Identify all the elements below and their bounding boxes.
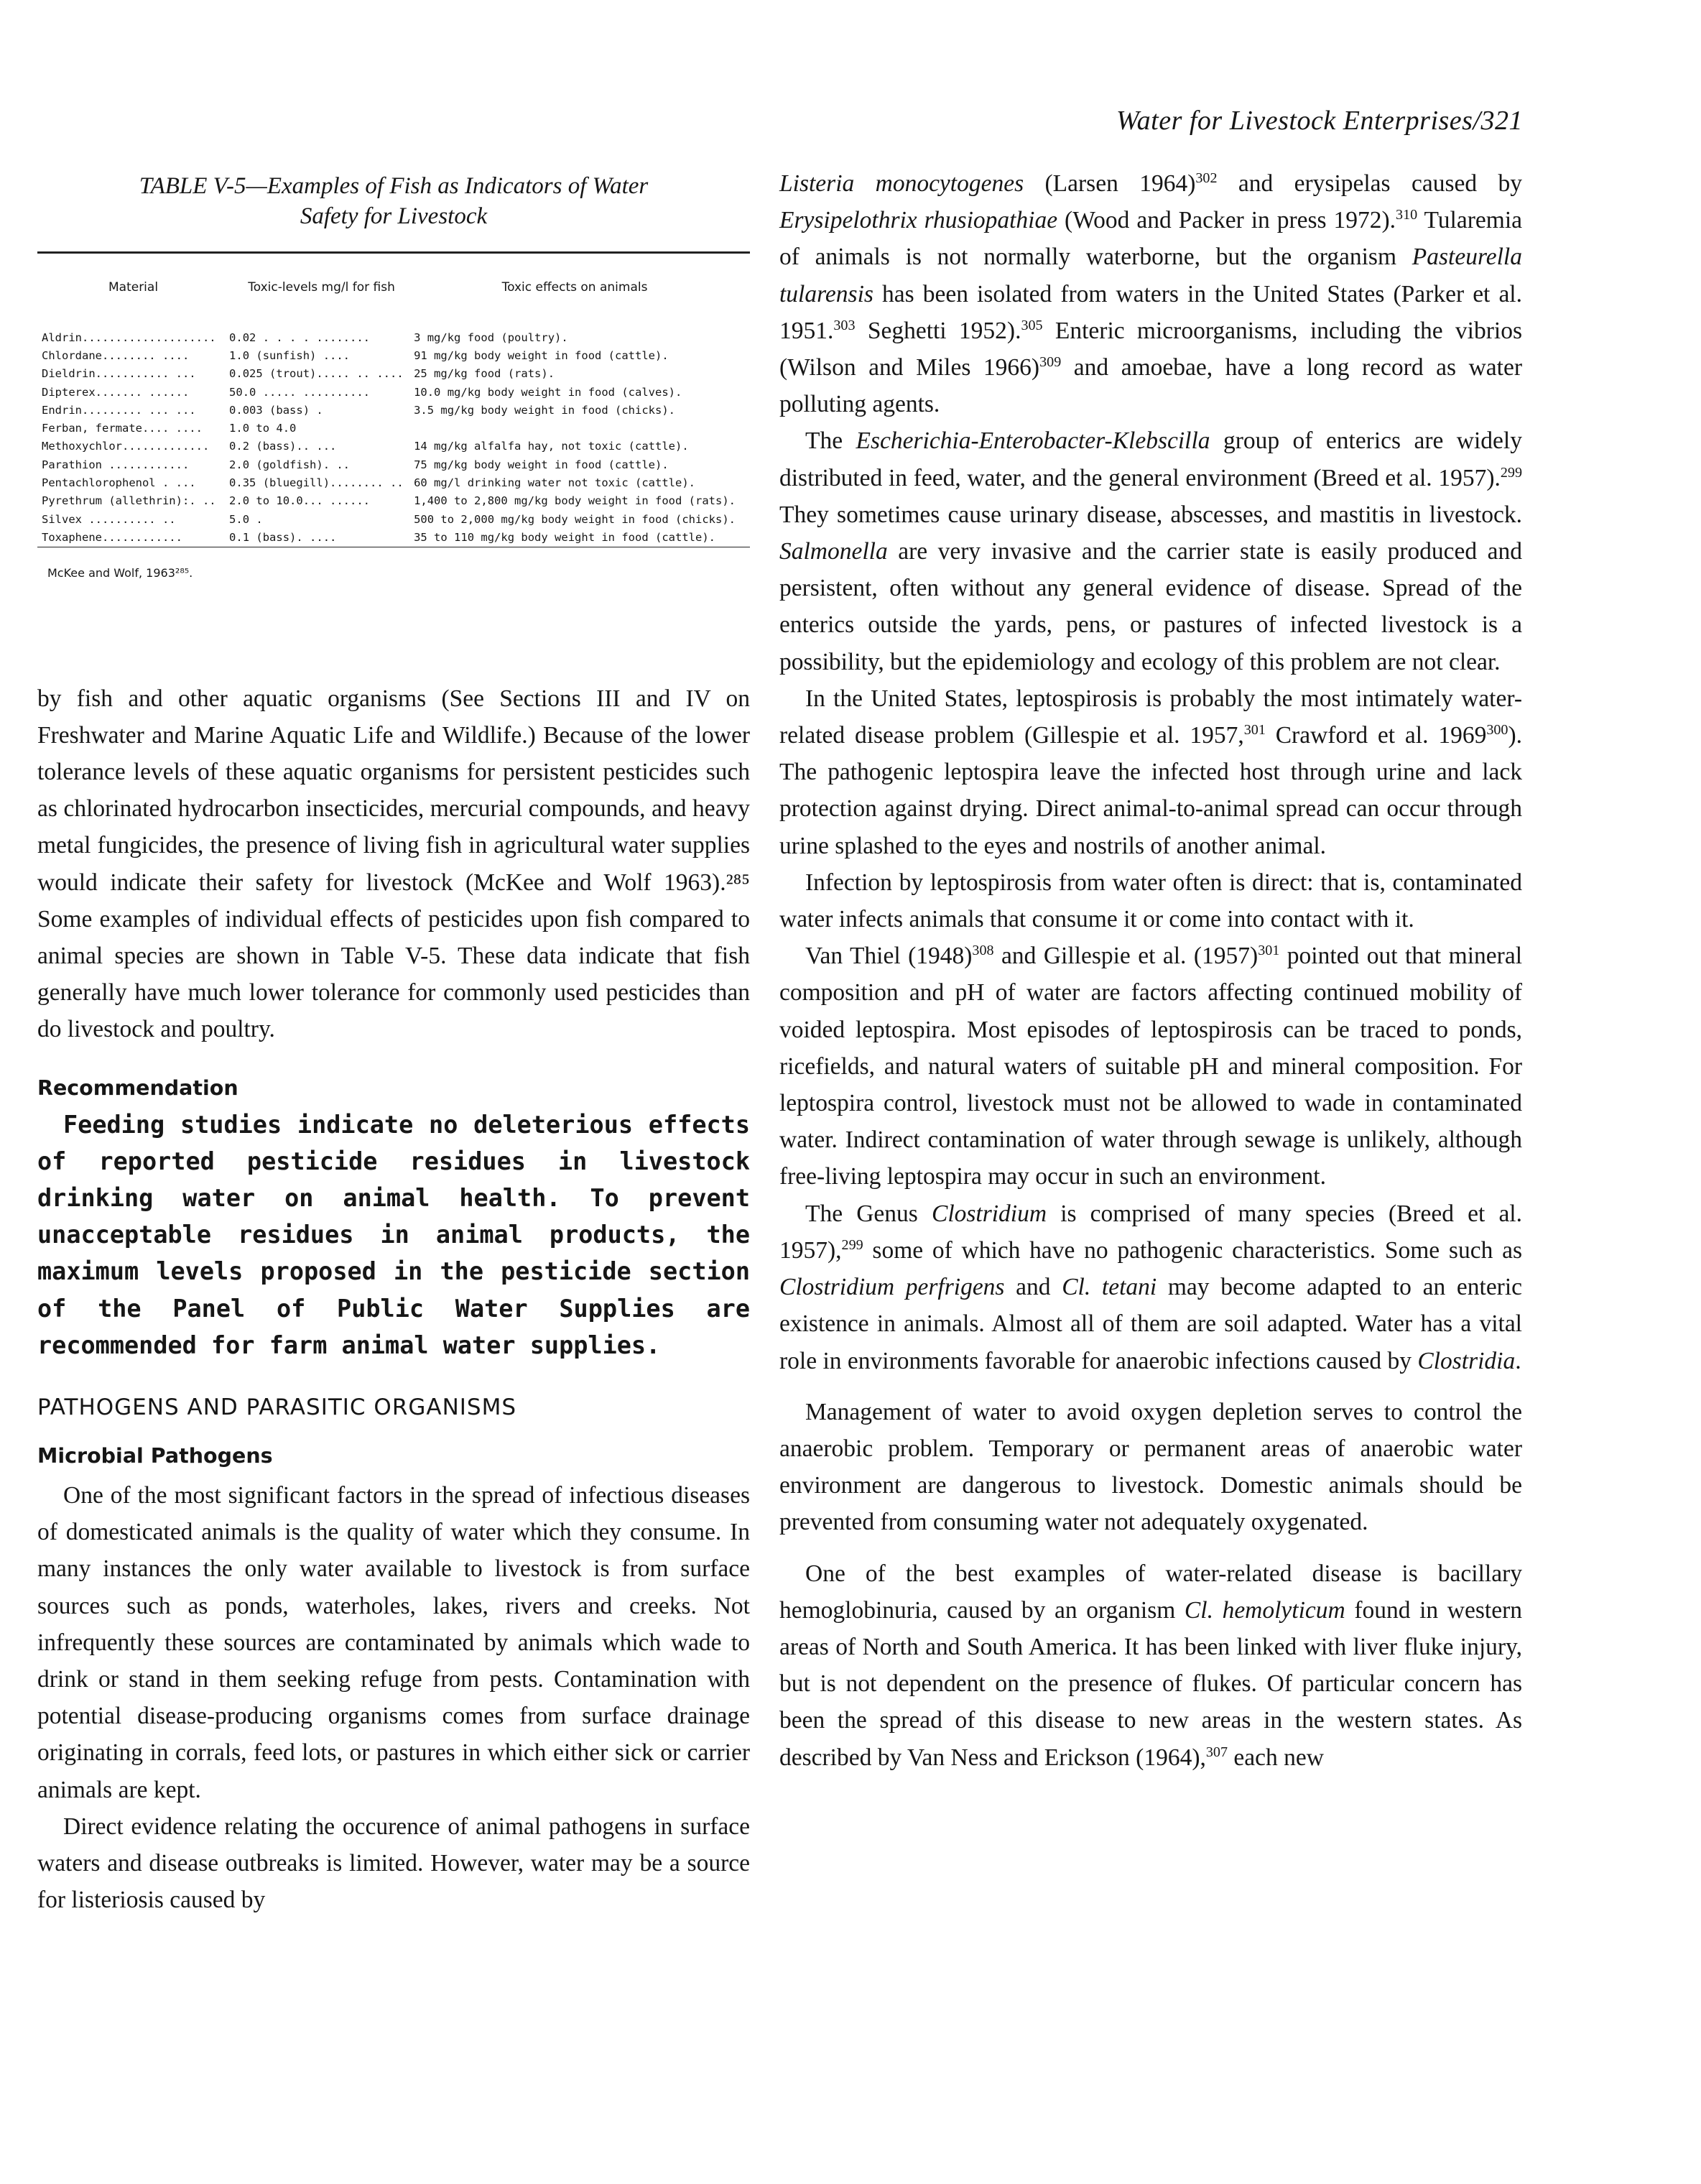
material-cell: Pyrethrum (allethrin):. .. bbox=[42, 494, 216, 508]
right-paragraph-1: Listeria monocytogenes (Larsen 1964)$^{302}$ and erysipelas caused by Erysipelothrix rhusiopathiae (Wood and Packer in press 1972).$^{310}$ Tularemia of animals is not normally waterborne, but the organism Pasteurella tularensis has been isolated from waters in the United States (Parker et al. 1951.$^{303}$ Seghetti 1952).$^{305}$ Enteric microorganisms, including the vibrios (Wilson and Miles 1966)$^{309}$ and amoebae, have a long record as water polluting agents. bbox=[779, 170, 1522, 418]
fish-level-cell: 2.0 (goldfish). .. bbox=[229, 458, 351, 471]
material-cell: Aldrin.................... bbox=[42, 330, 216, 344]
animal-effect-cell: 91 mg/kg body weight in food (cattle). bbox=[414, 348, 669, 362]
fish-level-cell: 0.1 (bass). .... bbox=[229, 530, 337, 544]
table-row bbox=[37, 383, 736, 401]
table-body bbox=[37, 321, 736, 547]
animal-effect-cell: 3 mg/kg food (poultry). bbox=[414, 330, 568, 344]
material-cell: Methoxychlor............. bbox=[42, 440, 210, 453]
fish-level-cell: 1.0 to 4.0 bbox=[229, 422, 297, 435]
material-cell: Chlordane........ .... bbox=[42, 348, 190, 362]
table-row bbox=[37, 455, 736, 473]
table-row bbox=[37, 365, 736, 383]
table-title-line1: TABLE V-5—Examples of Fish as Indicators of Water bbox=[139, 173, 649, 199]
table-row bbox=[37, 401, 736, 419]
fish-level-cell: 0.003 (bass) . bbox=[229, 403, 323, 417]
material-cell: Parathion ............ bbox=[42, 458, 190, 471]
fish-level-cell: 0.02 . . . . ........ bbox=[229, 330, 371, 344]
table-row bbox=[37, 528, 736, 546]
animal-effect-cell: 35 to 110 mg/kg body weight in food (cattle). bbox=[414, 530, 715, 544]
right-paragraph-7: Management of water to avoid oxygen depletion serves to control the anaerobic problem. Temporary or permanent areas of anaerobic water environment are dangerous to livestock. Domestic animals should be prevented from consuming water not adequately oxygenated. bbox=[779, 1398, 1522, 1536]
right-column bbox=[779, 165, 1522, 1776]
right-paragraph-3: In the United States, leptospirosis is probably the most intimately water-related disease problem (Gillespie et al. 1957,$^{301}$ Crawford et al. 1969$^{300}$). The pathogenic leptospira leave the infected host through urine and lack protection against drying. Direct animal-to-animal spread can occur through urine splashed to the eyes and nostrils of another animal. bbox=[779, 685, 1522, 859]
running-head: Water for Livestock Enterprises/321 bbox=[1116, 106, 1523, 136]
material-cell: Dipterex....... ...... bbox=[42, 385, 190, 399]
left-paragraph-3: Direct evidence relating the occurence of animal pathogens in surface waters and disease outbreaks is limited. However, water may be a source for listeriosis caused by bbox=[37, 1813, 750, 1914]
table-header-row bbox=[37, 254, 736, 321]
animal-effect-cell: 14 mg/kg alfalfa hay, not toxic (cattle). bbox=[414, 440, 689, 453]
material-cell: Ferban, fermate.... .... bbox=[42, 422, 203, 435]
table-row bbox=[37, 510, 736, 528]
recommendation-text: Feeding studies indicate no deleterious effects of reported pesticide residues in livestock drinking water on animal health. To prevent unacceptable residues in animal products, the maximum levels proposed in the pesticide section of the Panel of Public Water Supplies are recommended for farm animal water supplies. bbox=[37, 1110, 750, 1359]
animal-effect-cell: 75 mg/kg body weight in food (cattle). bbox=[414, 458, 669, 471]
fish-level-cell: 0.2 (bass).. ... bbox=[229, 440, 337, 453]
left-paragraph-2: One of the most significant factors in the spread of infectious diseases of domesticated animals is the quality of water which they consume. In many instances the only water available to livestock is from surface sources such as ponds, waterholes, lakes, rivers and creeks. Not infrequently these sources are contaminated by animals which wade to drink or stand in them seeking refuge from pests. Contamination with potential disease-producing organisms comes from surface drainage originating in corrals, feed lots, or pastures in which either sick or carrier animals are kept. bbox=[37, 1482, 750, 1803]
table-row bbox=[37, 438, 736, 455]
material-cell: Dieldrin........... ... bbox=[42, 367, 196, 381]
animal-effect-cell: 1,400 to 2,800 mg/kg body weight in food (rats). bbox=[414, 494, 736, 508]
material-cell: Silvex .......... .. bbox=[42, 512, 176, 526]
fish-level-cell: 0.025 (trout)..... .. .... bbox=[229, 367, 404, 381]
material-cell: Toxaphene............ bbox=[42, 530, 182, 544]
material-cell: Pentachlorophenol . ... bbox=[42, 476, 196, 490]
right-paragraph-2: The Escherichia-Enterobacter-Klebscilla group of enterics are widely distributed in feed, water, and the general environment (Breed et al. 1957).$^{299}$ They sometimes cause urinary disease, abscesses, and mastitis in livestock. Salmonella are very invasive and the carrier state is easily produced and persistent, often without any general evidence of disease. Spread of the enterics outside the yards, pens, or pastures of infected livestock is a possibility, but the epidemiology and ecology of this problem are not clear. bbox=[779, 427, 1522, 675]
table-title bbox=[37, 165, 750, 231]
right-paragraph-5: Van Thiel $(1948)^{308}$ and Gillespie et al. $(1957)^{301}$ pointed out that mineral composition and pH of water are factors affecting continued mobility of voided leptospira. Most episodes of leptospirosis can be traced to ponds, ricefields, and natural waters of suitable pH and mineral composition. For leptospira control, livestock must not be allowed to wade in contaminated water. Indirect contamination of water through sewage is unlikely, although free-living leptospira may occur in such an environment. bbox=[779, 943, 1523, 1190]
fish-level-cell: 5.0 . bbox=[229, 512, 263, 526]
table-row bbox=[37, 346, 736, 364]
table-row bbox=[37, 492, 736, 510]
table-row bbox=[37, 321, 736, 346]
animal-effect-cell: 3.5 mg/kg body weight in food (chicks). bbox=[414, 403, 676, 417]
animal-effect-cell: 60 mg/l drinking water not toxic (cattle). bbox=[414, 476, 695, 490]
section-heading: PATHOGENS AND PARASITIC ORGANISMS bbox=[37, 1394, 517, 1421]
animal-effect-cell: 500 to 2,000 mg/kg body weight in food (chicks). bbox=[414, 512, 736, 526]
fish-level-cell: 50.0 ..... .......... bbox=[229, 385, 371, 399]
data-table bbox=[37, 254, 736, 547]
right-paragraph-6: The Genus Clostridium is comprised of many species (Breed et al. 1957),$^{299}$ some of which have no pathogenic characteristics. Some such as Clostridium perfrigens and Cl. tetani may become adapted to an enteric existence in animals. Almost all of them are soil adapted. Water has a vital role in environments favorable for anaerobic infections caused by Clostridia. bbox=[779, 1200, 1523, 1374]
right-paragraph-4: Infection by leptospirosis from water often is direct: that is, contaminated water infects animals that consume it or come into contact with it. bbox=[779, 869, 1522, 933]
fish-level-cell: 1.0 (sunfish) .... bbox=[229, 348, 351, 362]
table-row bbox=[37, 473, 736, 491]
table-row bbox=[37, 419, 736, 437]
left-paragraph-1: by fish and other aquatic organisms (See Sections III and IV on Freshwater and Marine Aquatic Life and Wildlife.) Because of the lower tolerance levels of these aquatic organisms for persistent pesticides such as chlorinated hydrocarbon insecticides, mercurial compounds, and heavy metal fungicides, the presence of living fish in agricultural water supplies would indicate their safety for livestock (McKee and Wolf 1963).²⁸⁵ Some examples of individual effects of pesticides upon fish compared to animal species are shown in Table V-5. These data indicate that fish generally have much lower tolerance for commonly used pesticides than do livestock and poultry. bbox=[37, 685, 750, 1043]
header-animals: Toxic effects on animals bbox=[501, 280, 648, 295]
right-paragraph-8: One of the best examples of water-related disease is bacillary hemoglobinuria, caused by an organism Cl. hemolyticum found in western areas of North and South America. It has been linked with liver fluke injury, but is not dependent on the presence of flukes. Of particular concern has been the spread of this disease to new areas in the western states. As described by Van Ness and Erickson (1964),$^{307}$ each new bbox=[779, 1560, 1522, 1771]
animal-effect-cell bbox=[414, 419, 736, 437]
microbial-heading: Microbial Pathogens bbox=[37, 1444, 273, 1468]
left-column bbox=[37, 165, 750, 1918]
animal-effect-cell: 25 mg/kg food (rats). bbox=[414, 367, 555, 381]
fish-level-cell: 0.35 (bluegill)........ .. bbox=[229, 476, 404, 490]
header-fish: Toxic-levels mg/l for fish bbox=[248, 280, 395, 295]
animal-effect-cell: 10.0 mg/kg body weight in food (calves). bbox=[414, 385, 682, 399]
material-cell: Endrin......... ... ... bbox=[42, 403, 196, 417]
header-material: Material bbox=[108, 280, 159, 295]
fish-level-cell: 2.0 to 10.0... ...... bbox=[229, 494, 371, 508]
table-title-line2: Safety for Livestock bbox=[300, 203, 488, 229]
table-source: McKee and Wolf, 1963²⁸⁵. bbox=[47, 565, 193, 580]
recommendation-heading: Recommendation bbox=[37, 1075, 238, 1100]
